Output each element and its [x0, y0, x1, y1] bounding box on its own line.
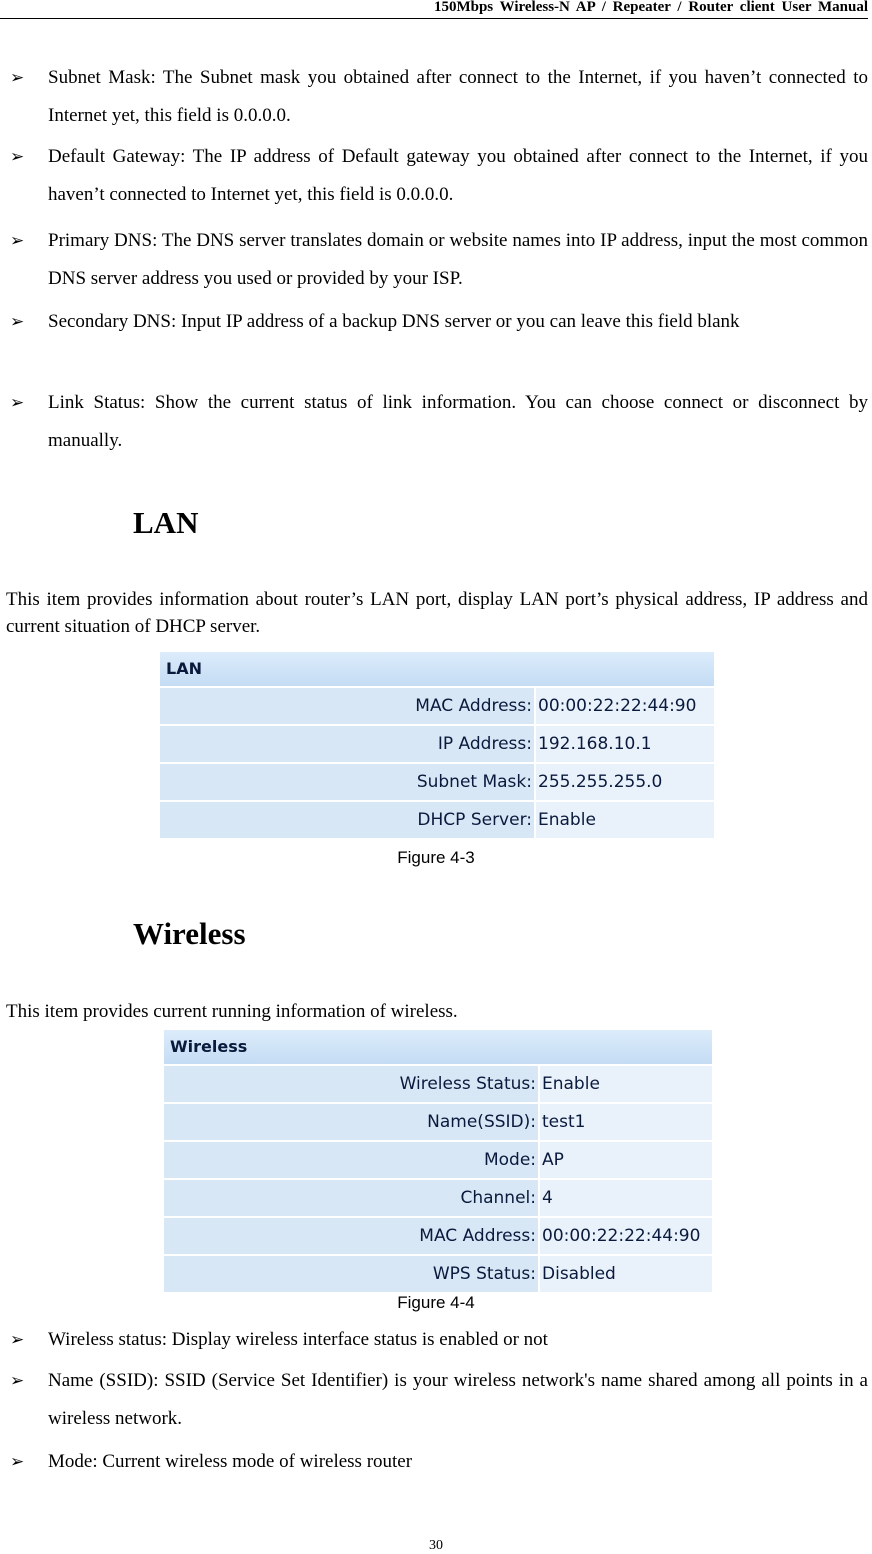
bullet-arrow-icon: ➢: [10, 1371, 25, 1390]
bullet-arrow-icon: ➢: [10, 147, 25, 166]
row-value: Disabled: [540, 1256, 712, 1292]
bullet-name-ssid: [10, 1362, 868, 1438]
row-value: AP: [540, 1142, 712, 1178]
bullet-text: Primary DNS: The DNS server translates domain or website names into IP address, input the most common DNS server address you used or provided by your ISP.: [48, 230, 868, 289]
bullet-text: Default Gateway: The IP address of Default gateway you obtained after connect to the Internet, if you haven’t connected to Internet yet, this field is 0.0.0.0.: [48, 146, 868, 205]
row-label: MAC Address:: [164, 1218, 538, 1254]
wireless-heading: Wireless: [133, 916, 246, 951]
row-value: 192.168.10.1: [536, 726, 714, 762]
row-label: Channel:: [164, 1180, 538, 1216]
row-label: Mode:: [164, 1142, 538, 1178]
lan-panel-title: LAN: [160, 652, 714, 686]
bullet-arrow-icon: ➢: [10, 68, 25, 87]
bullet-secondary-dns: [10, 303, 868, 341]
figure-caption-4-3: Figure 4-3: [397, 848, 475, 867]
bullet-arrow-icon: ➢: [10, 1330, 25, 1349]
bullet-text: Subnet Mask: The Subnet mask you obtained after connect to the Internet, if you haven’t connected to Internet yet, this field is 0.0.0.0.: [48, 67, 868, 126]
row-value: Enable: [540, 1066, 712, 1102]
row-label: Subnet Mask:: [160, 764, 534, 800]
row-value: test1: [540, 1104, 712, 1140]
table-row: [164, 1142, 712, 1178]
bullet-subnet-mask: [10, 59, 868, 135]
lan-status-panel: [160, 652, 714, 838]
bullet-text: Mode: Current wireless mode of wireless router: [48, 1451, 413, 1472]
table-row: [164, 1180, 712, 1216]
bullet-mode: [10, 1443, 868, 1481]
table-row: [164, 1066, 712, 1102]
bullet-wireless-status: [10, 1321, 868, 1359]
table-row: [160, 802, 714, 838]
bullet-text: Name (SSID): SSID (Service Set Identifier) is your wireless network's name shared among all points in a wireless network.: [48, 1370, 868, 1429]
bullet-arrow-icon: ➢: [10, 393, 25, 412]
row-value: Enable: [536, 802, 714, 838]
bullet-text: Secondary DNS: Input IP address of a backup DNS server or you can leave this field blank: [48, 311, 740, 332]
row-label: Wireless Status:: [164, 1066, 538, 1102]
wireless-panel-title: Wireless: [164, 1030, 712, 1064]
row-value: 00:00:22:22:44:90: [540, 1218, 712, 1254]
lan-intro: This item provides information about router’s LAN port, display LAN port’s physical address, IP address and current situation of DHCP server.: [6, 589, 868, 637]
wireless-intro: This item provides current running information of wireless.: [6, 1001, 458, 1022]
row-value: 00:00:22:22:44:90: [536, 688, 714, 724]
bullet-arrow-icon: ➢: [10, 312, 25, 331]
row-label: Name(SSID):: [164, 1104, 538, 1140]
table-row: [164, 1256, 712, 1292]
page-header: 150Mbps Wireless-N AP / Repeater / Router client User Manual: [0, 0, 868, 19]
row-value: 255.255.255.0: [536, 764, 714, 800]
table-row: [160, 726, 714, 762]
bullet-arrow-icon: ➢: [10, 1452, 25, 1471]
table-row: [164, 1218, 712, 1254]
row-label: IP Address:: [160, 726, 534, 762]
bullet-link-status: [10, 384, 868, 460]
row-label: DHCP Server:: [160, 802, 534, 838]
bullet-text: Link Status: Show the current status of link information. You can choose connect or disconnect by manually.: [48, 392, 868, 451]
table-row: [164, 1104, 712, 1140]
page-number: 30: [429, 1538, 443, 1553]
row-value: 4: [540, 1180, 712, 1216]
table-row: [160, 764, 714, 800]
bullet-default-gateway: [10, 138, 868, 214]
wireless-status-panel: [164, 1030, 712, 1292]
figure-caption-4-4: Figure 4-4: [397, 1293, 475, 1312]
table-row: [160, 688, 714, 724]
bullet-arrow-icon: ➢: [10, 231, 25, 250]
row-label: MAC Address:: [160, 688, 534, 724]
bullet-primary-dns: [10, 222, 868, 298]
row-label: WPS Status:: [164, 1256, 538, 1292]
lan-heading: LAN: [133, 505, 199, 540]
bullet-text: Wireless status: Display wireless interface status is enabled or not: [48, 1329, 548, 1350]
